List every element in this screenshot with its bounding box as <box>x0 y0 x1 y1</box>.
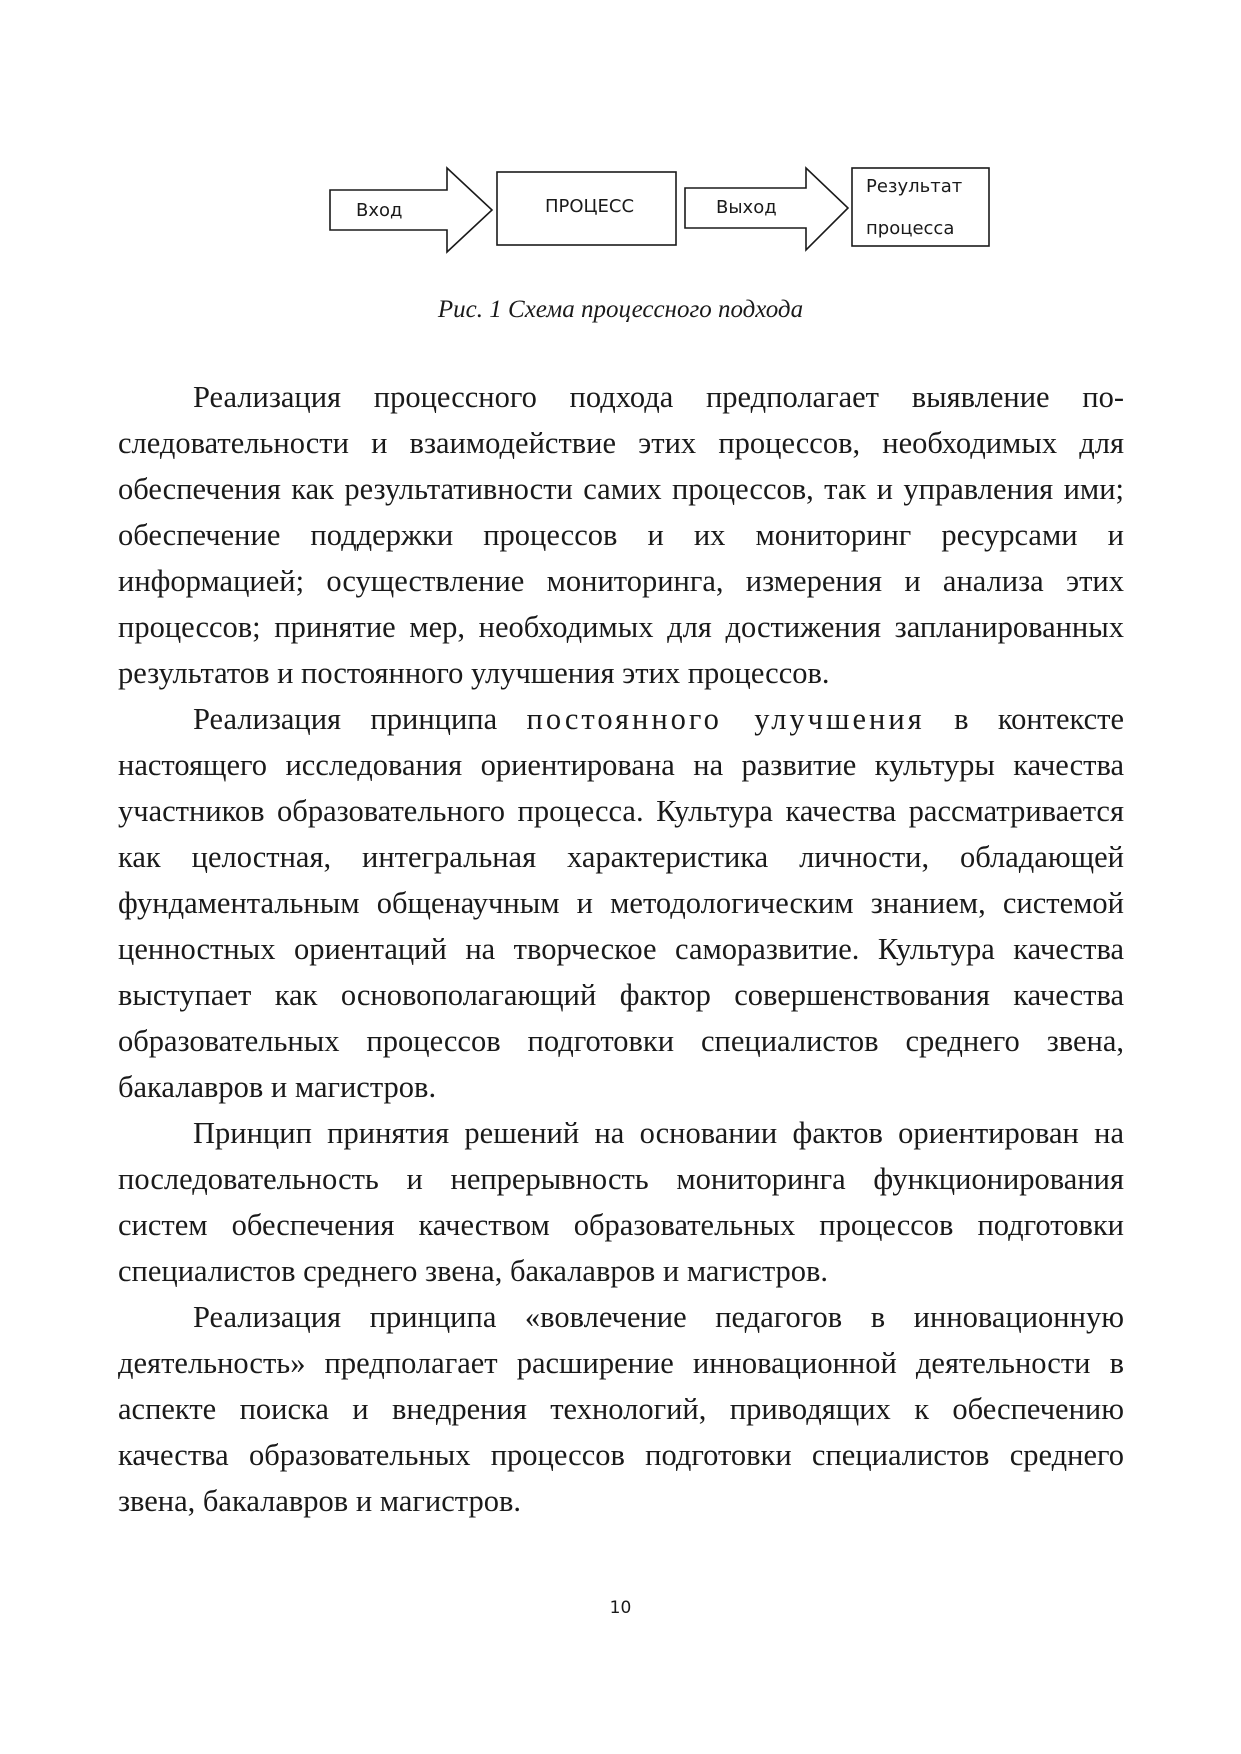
output-label: Выход <box>716 197 777 218</box>
paragraph-2-start: Реализация принципа <box>193 702 527 736</box>
paragraph-fact-based-decisions: Принцип принятия решений на основании фактов ориентирован на последовательность и непрерывность мониторинга функционирования систем обеспечения качеством образовательных процессов подготовки специалистов среднего звена, бакалавров и магистров. <box>118 1116 1124 1288</box>
result-label-line2: процесса <box>866 218 955 239</box>
paragraph-process-approach: Реализация процессного подхода предполагает выявление последовательности и взаимодействие этих процессов, необходимых для обеспечения как результативности самих процессов, так и управления ими; обеспечение поддержки процессов и их мониторинг ресурсами и информацией; осуществление мониторинга, измерения и анализа этих процессов; принятие мер, необходимых для достижения запланированных результатов и постоянного улучшения этих процессов. <box>118 380 1124 690</box>
process-diagram <box>0 0 1241 280</box>
process-label: ПРОЦЕСС <box>545 196 635 217</box>
figure-caption: Рис. 1 Схема процессного подхода <box>437 296 804 323</box>
paragraph-continuous-improvement <box>118 696 1124 1110</box>
paragraph-innovation: Реализация принципа «вовлечение педагогов в инновационную деятельность» предполагает расширение инновационной деятельности в аспекте поиска и внедрения технологий, приводящих к обеспечению качества образовательных процессов подготовки специалистов среднего звена, бакалавров и магистров. <box>118 1300 1124 1518</box>
input-arrow <box>330 168 492 252</box>
result-label-line1: Результат <box>866 176 963 197</box>
paragraph-2-rest: в контексте настоящего исследования ориентирована на развитие культуры качества участников образовательного процесса. Культура качества рассматривается как целостная, интегральная характеристика личности, обладающей фундаментальным общенаучным и методологическим знанием, системой ценностных ориентаций на творческое саморазвитие. Культура качества выступает как основополагающий фактор совершенствования качества образовательных процессов подготовки специалистов среднего звена, бакалавров и магистров. <box>118 702 1124 1104</box>
body-text <box>118 374 1124 1524</box>
input-label: Вход <box>356 200 403 221</box>
emphasized-term: постоянного улучшения <box>526 702 925 736</box>
process-diagram-shapes <box>0 0 1241 280</box>
page-number: 10 <box>609 1598 632 1618</box>
